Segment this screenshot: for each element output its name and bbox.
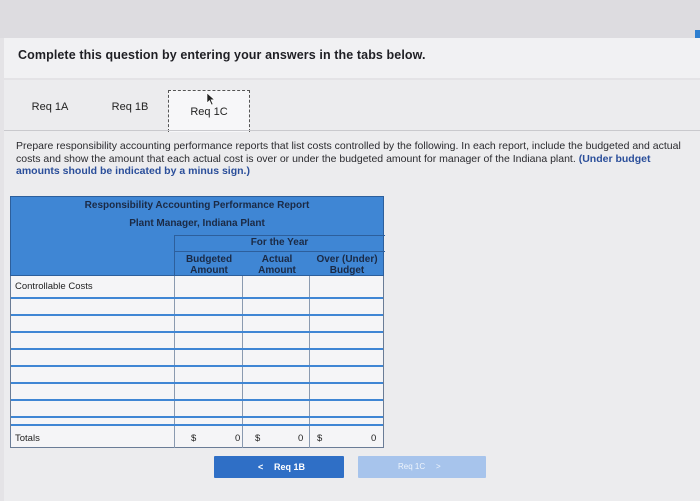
- question-header-text: Complete this question by entering your answers in the tabs below.: [18, 48, 426, 62]
- next-req-1c-button[interactable]: [358, 456, 486, 478]
- total-over-under-value: 0: [371, 433, 377, 444]
- table-row[interactable]: [11, 382, 383, 399]
- table-row[interactable]: [11, 416, 383, 424]
- table-row[interactable]: [11, 297, 383, 314]
- table-row[interactable]: [11, 314, 383, 331]
- section-row: [11, 276, 383, 297]
- mouse-pointer-icon: [206, 92, 216, 106]
- report-header: [10, 196, 384, 276]
- total-over-under-currency: $: [317, 433, 323, 444]
- chevron-right-icon: >: [436, 462, 441, 471]
- total-actual-currency: $: [255, 433, 261, 444]
- table-row[interactable]: [11, 348, 383, 365]
- tab-req-1b[interactable]: Req 1B: [111, 101, 149, 113]
- table-row[interactable]: [11, 399, 383, 416]
- col-actual-header: Actual Amount: [258, 254, 296, 276]
- question-header: [4, 38, 700, 78]
- total-budgeted-value: 0: [235, 433, 241, 444]
- tab-req-1a[interactable]: Req 1A: [31, 101, 69, 113]
- totals-label: Totals: [15, 433, 40, 444]
- table-row[interactable]: [11, 365, 383, 382]
- prev-req-1b-button[interactable]: [214, 456, 344, 478]
- instructions: [16, 140, 692, 178]
- performance-report-table: [10, 196, 384, 448]
- instructions-text: Prepare responsibility accounting performance reports that list costs controlled by the following. In each report, include the budgeted and actual costs and show the amount that each actual cost is over or under the budgeted amount for manager of the Indiana plant.: [16, 140, 681, 165]
- period-label: For the Year: [250, 237, 309, 248]
- next-button-label: Req 1C: [398, 462, 426, 471]
- chevron-left-icon: <: [258, 462, 264, 472]
- period-divider: [174, 251, 385, 252]
- col-over-under-header: Over (Under) Budget: [316, 254, 378, 276]
- tab-req-1c-label: Req 1C: [190, 106, 228, 118]
- tab-underline: [4, 130, 700, 131]
- browser-top-area: [0, 0, 700, 38]
- col-budgeted-header: Budgeted Amount: [185, 254, 233, 276]
- total-budgeted-currency: $: [191, 433, 197, 444]
- prev-button-label: Req 1B: [274, 462, 306, 472]
- table-row[interactable]: [11, 331, 383, 348]
- total-actual-value: 0: [298, 433, 304, 444]
- report-subtitle: Plant Manager, Indiana Plant: [129, 218, 265, 229]
- section-label: Controllable Costs: [15, 281, 93, 292]
- report-grid: [10, 276, 384, 448]
- instructions-hint: (Under budget amounts should be indicated by a minus sign.): [16, 152, 651, 177]
- report-title: Responsibility Accounting Performance Report: [84, 200, 310, 211]
- totals-row: [11, 424, 383, 448]
